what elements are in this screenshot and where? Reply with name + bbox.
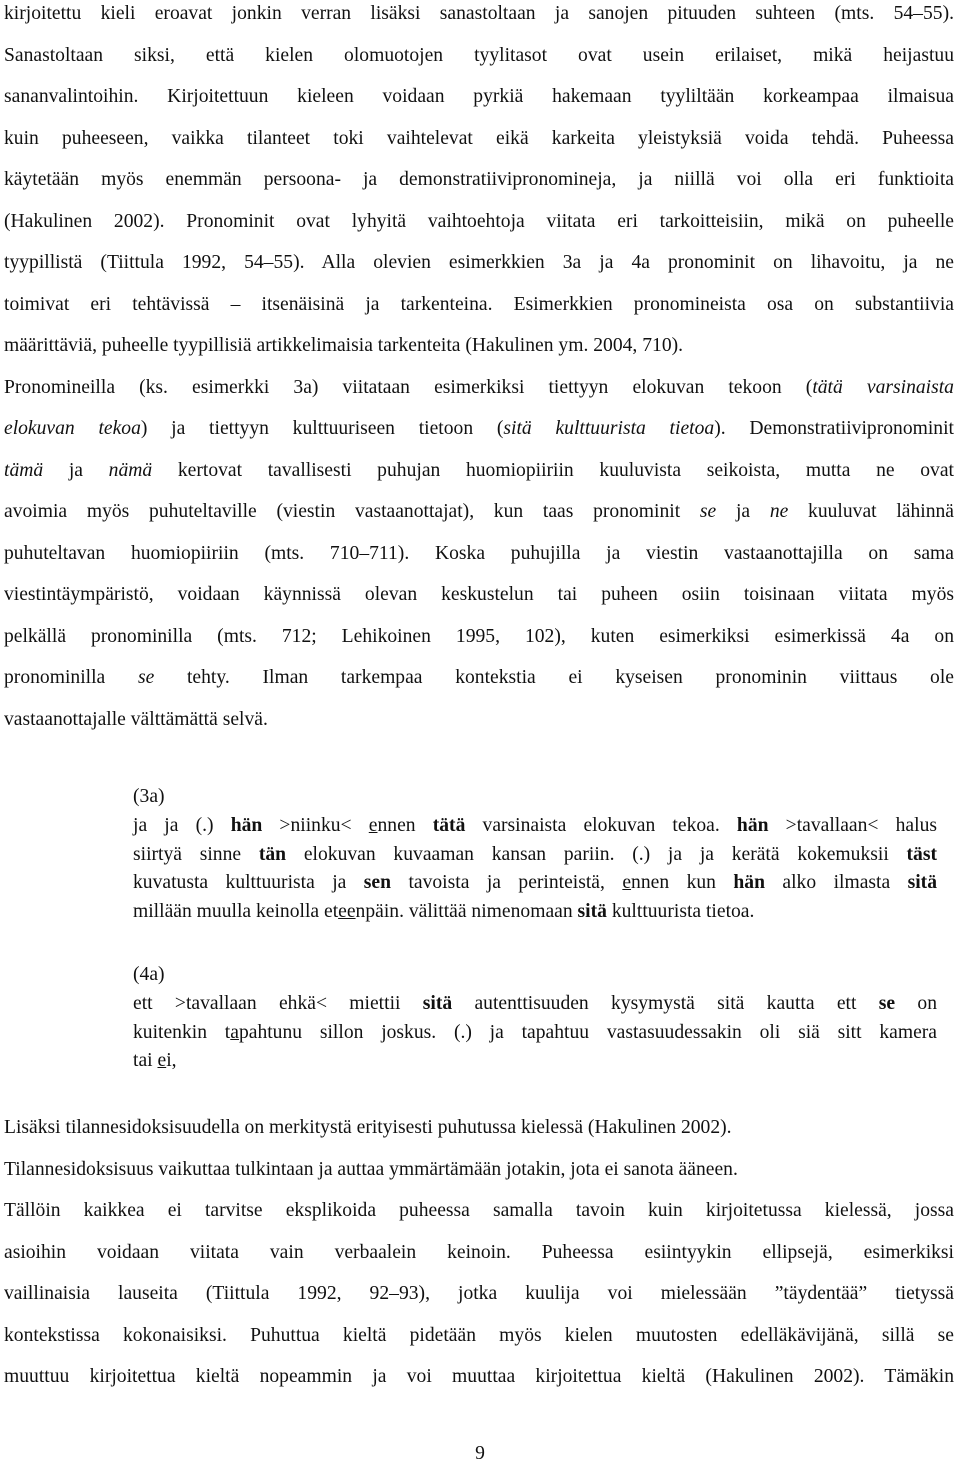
underlined-text: a — [230, 1021, 239, 1043]
text-line — [4, 1241, 954, 1265]
text-segment: sananvalintoihin. Kirjoitettuun kieleen voidaan pyrkiä hakemaan tyyliltään korkeampaa ilmaisua — [4, 86, 954, 107]
italic-text: sitä kulttuurista tietoa — [503, 418, 715, 439]
text-segment: ja — [43, 459, 109, 481]
text-segment: kuvatusta kulttuurista ja — [133, 872, 364, 894]
text-segment: millään muulla keinolla et — [133, 900, 339, 922]
text-line — [4, 459, 954, 483]
text-line — [4, 500, 954, 524]
text-segment: tehty. Ilman tarkempaa kontekstia ei kyseisen pronominin viittaus ole — [154, 667, 954, 688]
italic-text: ne — [769, 501, 789, 522]
example-label: (4a) — [133, 964, 165, 985]
text-segment: elokuvan kuvaaman kansan pariin. (.) ja ja kerätä kokemuksii — [286, 843, 907, 865]
text-line — [4, 1158, 738, 1182]
bold-text: sitä — [907, 872, 937, 894]
text-segment: kuuluvat lähinnä — [788, 501, 954, 522]
text-segment: Pronomineilla (ks. esimerkki 3a) viitataan esimerkiksi tiettyyn elokuvan tekoon ( — [4, 376, 813, 398]
italic-text: se — [699, 501, 717, 522]
text-segment: i, — [166, 1050, 177, 1072]
underlined-text: e — [368, 815, 378, 836]
transcript-line — [133, 1021, 937, 1045]
bold-text: sen — [363, 872, 392, 894]
underlined-text: e — [157, 1050, 167, 1072]
text-segment: autenttisuuden kysymystä sitä kautta ett — [452, 993, 879, 1014]
transcript-line — [133, 814, 937, 838]
text-line — [4, 542, 954, 566]
text-line — [4, 1116, 732, 1140]
bold-text: hän — [230, 815, 263, 836]
text-line — [4, 1365, 954, 1389]
text-segment: kuin puheeseen, vaikka tilanteet toki vaihtelevat eikä karkeita yleistyksiä voida tehdä. Puheessa — [4, 127, 954, 149]
text-line — [4, 666, 954, 690]
text-segment: asioihin voidaan viitata vain verbaalein keinoin. Puheessa esiintyykin ellipsejä, esimerkiksi — [4, 1241, 954, 1263]
text-line — [4, 85, 954, 109]
text-segment: >tavallaan< halus — [768, 815, 937, 836]
text-line — [4, 2, 954, 26]
text-segment: siirtyä sinne — [133, 843, 259, 865]
text-segment: kirjoitettu kieli eroavat jonkin verran lisäksi sanastoltaan ja sanojen pituuden suhteen (mts. 54–55). — [4, 3, 954, 24]
text-line — [4, 625, 954, 649]
text-segment: toimivat eri tehtävissä – itsenäisinä ja tarkenteina. Esimerkkien pronomineista osa on substantiivia — [4, 293, 954, 315]
transcript-line — [133, 843, 937, 867]
text-segment: käytetään myös enemmän persoona- ja demonstratiivipronomineja, ja niillä voi olla eri funktioita — [4, 169, 954, 190]
bold-text: tän — [258, 843, 287, 865]
transcript-line — [133, 1049, 177, 1073]
text-line — [4, 376, 954, 400]
text-segment: >niinku< — [262, 815, 369, 836]
text-segment: kertovat tavallisesti puhujan huomiopiiriin kuuluvista seikoista, mutta ne ovat — [152, 459, 954, 481]
transcript-line — [133, 871, 937, 895]
italic-text: se — [137, 667, 155, 688]
page-number: 9 — [475, 1443, 485, 1464]
text-line — [4, 1324, 954, 1348]
text-segment: Sanastoltaan siksi, että kielen olomuotojen tyylitasot ovat usein erilaiset, mikä heijastuu — [4, 44, 954, 66]
italic-text: tämä — [4, 459, 44, 481]
bold-text: sitä — [422, 993, 453, 1014]
transcript-line — [133, 900, 754, 924]
text-segment: tyypillistä (Tiittula 1992, 54–55). Alla olevien esimerkkien 3a ja 4a pronominit on lihavoitu, ja ne — [4, 252, 954, 273]
text-segment: määrittäviä, puheelle tyypillisiä artikkelimaisia tarkenteita (Hakulinen ym. 2004, 710). — [4, 335, 684, 356]
bold-text: hän — [736, 815, 769, 836]
transcript-line — [133, 992, 937, 1016]
text-segment: pronominilla — [4, 667, 138, 688]
text-segment: vaillinaisia lauseita (Tiittula 1992, 92–93), jotka kuulija voi mielessään ”täydentää” tietyssä — [4, 1283, 954, 1304]
text-segment: ) ja tiettyyn kulttuuriseen tietoon ( — [140, 418, 504, 439]
text-segment: nnen kun — [631, 872, 734, 894]
bold-text: sitä — [577, 900, 607, 922]
text-segment: ett >tavallaan ehkä< miettii — [133, 993, 423, 1014]
text-line — [4, 417, 954, 441]
text-segment: kuitenkin t — [133, 1021, 231, 1043]
italic-text: elokuvan tekoa — [4, 418, 141, 439]
text-segment: Lisäksi tilannesidoksisuudella on merkitystä erityisesti puhutussa kielessä (Hakulinen 2002). — [4, 1117, 732, 1138]
text-line — [4, 293, 954, 317]
italic-text: nämä — [108, 459, 153, 481]
text-segment: tavoista ja perinteistä, — [391, 872, 623, 894]
text-line — [4, 44, 954, 68]
text-line — [4, 583, 954, 607]
underlined-text: e — [622, 872, 632, 894]
text-segment: vastaanottajalle välttämättä selvä. — [4, 708, 268, 730]
text-segment: pahtunu sillon joskus. (.) ja tapahtuu vastasuudessakin oli siä sitt kamera — [238, 1021, 938, 1043]
text-segment: ja ja (.) — [133, 815, 231, 836]
bold-text: hän — [733, 872, 765, 894]
text-segment: pelkällä pronominilla (mts. 712; Lehikoinen 1995, 102), kuten esimerkiksi esimerkissä 4a on — [4, 625, 954, 647]
text-segment: muuttuu kirjoitettua kieltä nopeammin ja voi muuttaa kirjoitettua kieltä (Hakulinen 2002). Tämäkin — [4, 1366, 954, 1387]
text-line — [4, 168, 954, 192]
text-segment: Tällöin kaikkea ei tarvitse eksplikoida puheessa samalla tavoin kuin kirjoitetussa kielessä, jossa — [4, 1200, 954, 1221]
text-line — [4, 210, 954, 234]
text-segment: puhuteltavan huomiopiiriin (mts. 710–711). Koska puhujilla ja viestin vastaanottajilla on sama — [4, 542, 954, 564]
text-segment: ja — [716, 501, 770, 522]
text-line — [4, 251, 954, 275]
underlined-text: ee — [338, 900, 356, 922]
bold-text: täst — [906, 843, 937, 865]
example-label: (3a) — [133, 786, 165, 807]
text-segment: alko ilmasta — [764, 872, 908, 894]
text-segment: kontekstissa kokonaisiksi. Puhuttua kieltä pidetään myös kielen muutosten edelläkävijänä, sillä se — [4, 1324, 954, 1346]
bold-text: se — [878, 993, 896, 1014]
text-segment: viestintäympäristö, voidaan käynnissä olevan keskustelun tai puheen osiin toisinaan viitata myös — [4, 584, 954, 605]
text-line — [4, 127, 954, 151]
text-segment: Tilannesidoksisuus vaikuttaa tulkintaan ja auttaa ymmärtämään jotakin, jota ei sanota ääneen. — [4, 1158, 738, 1180]
text-segment: avoimia myös puhuteltaville (viestin vastaanottajat), kun taas pronominit — [4, 501, 700, 522]
text-segment: (Hakulinen 2002). Pronominit ovat lyhyitä vaihtoehtoja viitata eri tarkoitteisiin, mikä on puheelle — [4, 210, 954, 232]
text-line — [4, 334, 683, 358]
text-line — [4, 1282, 954, 1306]
italic-text: tätä varsinaista — [812, 376, 954, 398]
text-segment: on — [895, 993, 937, 1014]
text-segment: ). Demonstratiivipronominit — [714, 418, 954, 439]
text-segment: tai — [133, 1050, 158, 1072]
text-line — [4, 708, 268, 732]
text-segment: varsinaista elokuvan tekoa. — [465, 815, 737, 836]
text-segment: nnen — [377, 815, 433, 836]
text-segment: npäin. välittää nimenomaan — [355, 900, 578, 922]
text-line — [4, 1199, 954, 1223]
text-segment: kulttuurista tietoa. — [606, 900, 755, 922]
bold-text: tätä — [432, 815, 466, 836]
